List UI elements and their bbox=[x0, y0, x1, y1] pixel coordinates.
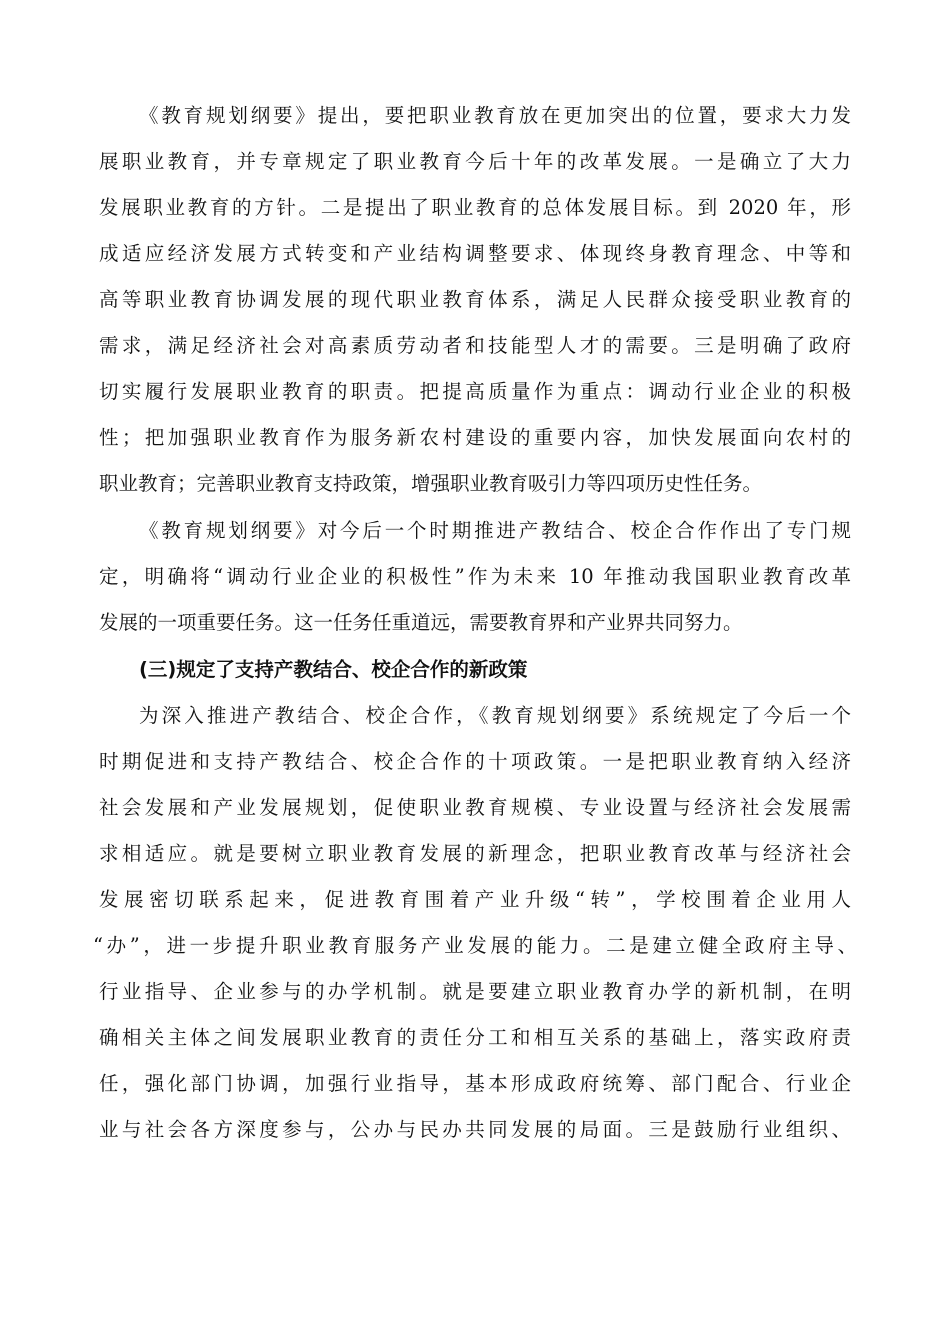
paragraph-3-line: 求相适应。就是要树立职业教育发展的新理念，把职业教育改革与经济社会 bbox=[99, 842, 851, 865]
paragraph-3-line: 发展密切联系起来，促进教育围着产业升级“转”，学校围着企业用人 bbox=[99, 888, 851, 911]
section-heading: (三)规定了支持产教结合、校企合作的新政策 bbox=[139, 658, 528, 681]
paragraph-1-line: 成适应经济发展方式转变和产业结构调整要求、体现终身教育理念、中等和 bbox=[99, 242, 851, 265]
paragraph-1-line: 高等职业教育协调发展的现代职业教育体系，满足人民群众接受职业教育的 bbox=[99, 288, 851, 311]
paragraph-2-line: 定，明确将“调动行业企业的积极性”作为未来 10 年推动我国职业教育改革 bbox=[99, 565, 851, 588]
paragraph-3-line: 任，强化部门协调，加强行业指导，基本形成政府统筹、部门配合、行业企 bbox=[99, 1072, 851, 1095]
paragraph-3-line: 社会发展和产业发展规划，促使职业教育规模、专业设置与经济社会发展需 bbox=[99, 796, 851, 819]
paragraph-1-line: 性；把加强职业教育作为服务新农村建设的重要内容，加快发展面向农村的 bbox=[99, 426, 851, 449]
paragraph-3-line: 为深入推进产教结合、校企合作，《教育规划纲要》系统规定了今后一个 bbox=[139, 704, 851, 727]
paragraph-1-line: 《教育规划纲要》提出，要把职业教育放在更加突出的位置，要求大力发 bbox=[139, 104, 851, 127]
paragraph-2-line: 发展的一项重要任务。这一任务任重道远，需要教育界和产业界共同努力。 bbox=[99, 611, 743, 634]
paragraph-1-line: 需求，满足经济社会对高素质劳动者和技能型人才的需要。三是明确了政府 bbox=[99, 334, 851, 357]
paragraph-3-line: 业与社会各方深度参与，公办与民办共同发展的局面。三是鼓励行业组织、 bbox=[99, 1118, 851, 1141]
paragraph-3-line: 确相关主体之间发展职业教育的责任分工和相互关系的基础上，落实政府责 bbox=[99, 1026, 851, 1049]
paragraph-3-line: 时期促进和支持产教结合、校企合作的十项政策。一是把职业教育纳入经济 bbox=[99, 750, 851, 773]
paragraph-1-line: 展职业教育，并专章规定了职业教育今后十年的改革发展。一是确立了大力 bbox=[99, 150, 851, 173]
paragraph-3-line: 行业指导、企业参与的办学机制。就是要建立职业教育办学的新机制，在明 bbox=[99, 980, 851, 1003]
paragraph-1-line: 切实履行发展职业教育的职责。把提高质量作为重点：调动行业企业的积极 bbox=[99, 380, 851, 403]
paragraph-1-line: 发展职业教育的方针。二是提出了职业教育的总体发展目标。到 2020 年，形 bbox=[99, 196, 851, 219]
paragraph-2-line: 《教育规划纲要》对今后一个时期推进产教结合、校企合作作出了专门规 bbox=[139, 519, 851, 542]
paragraph-3-line: “办”，进一步提升职业教育服务产业发展的能力。二是建立健全政府主导、 bbox=[93, 934, 857, 957]
paragraph-1-line: 职业教育；完善职业教育支持政策，增强职业教育吸引力等四项历史性任务。 bbox=[99, 472, 763, 495]
